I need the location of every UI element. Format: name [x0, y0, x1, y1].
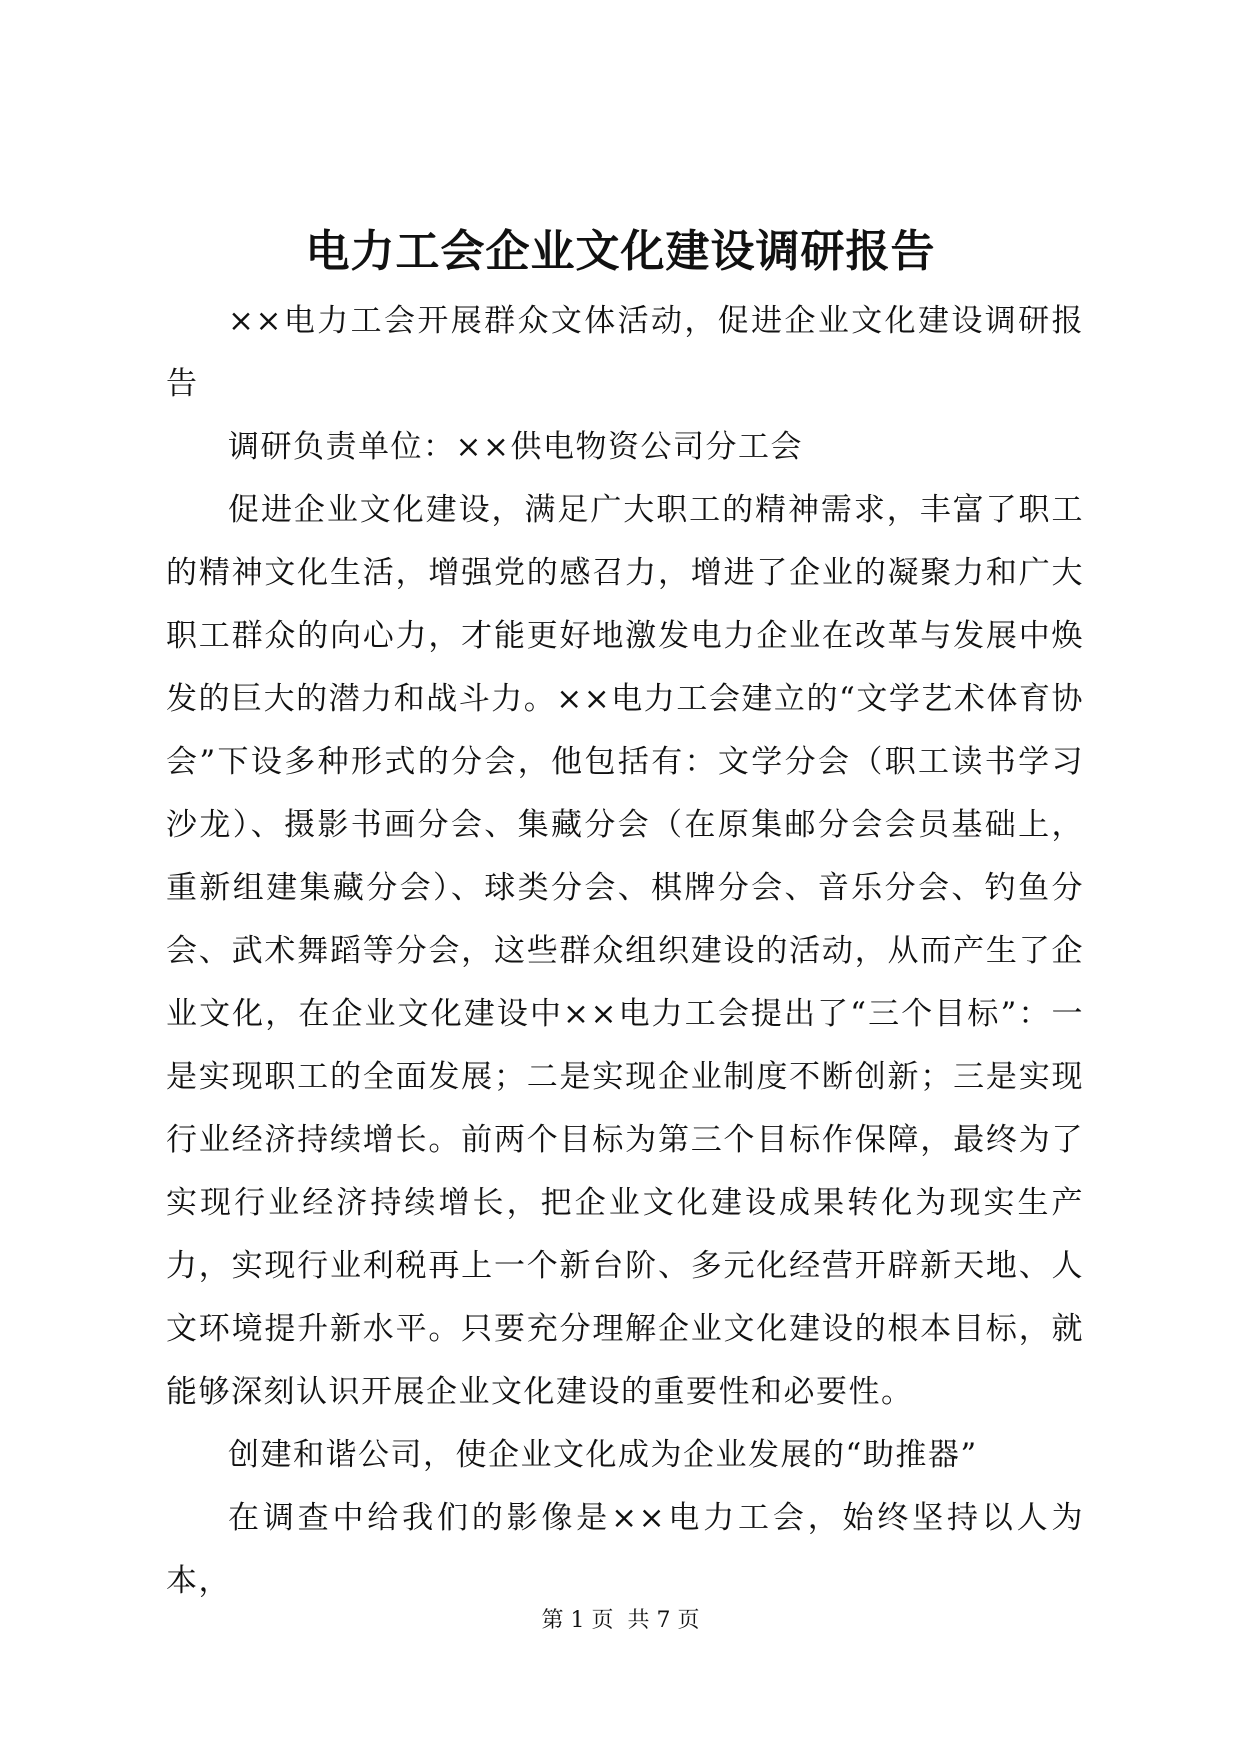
- paragraph-main-body: 促进企业文化建设，满足广大职工的精神需求，丰富了职工的精神文化生活，增强党的感召力，增进了企业的凝聚力和广大职工群众的向心力，才能更好地激发电力企业在改革与发展中焕发的巨大的潜力和战斗力。××电力工会建立的“文学艺术体育协会”下设多种形式的分会，他包括有：文学分会（职工读书学习沙龙）、摄影书画分会、集藏分会（在原集邮分会会员基础上，重新组建集藏分会）、球类分会、棋牌分会、音乐分会、钓鱼分会、武术舞蹈等分会，这些群众组织建设的活动，从而产生了企业文化，在企业文化建设中××电力工会提出了“三个目标”：一是实现职工的全面发展；二是实现企业制度不断创新；三是实现行业经济持续增长。前两个目标为第三个目标作保障，最终为了实现行业经济持续增长，把企业文化建设成果转化为现实生产力，实现行业利税再上一个新台阶、多元化经营开辟新天地、人文环境提升新水平。只要充分理解企业文化建设的根本目标，就能够深刻认识开展企业文化建设的重要性和必要性。: [166, 492, 1084, 1410]
- page-total: 共 7 页: [627, 1608, 700, 1633]
- paragraph-subtitle: ××电力工会开展群众文体活动，促进企业文化建设调研报告: [166, 303, 1084, 402]
- document-body: [166, 290, 1084, 1613]
- page-number: 第 1 页: [541, 1608, 614, 1633]
- paragraph-section-heading: 创建和谐公司，使企业文化成为企业发展的“助推器”: [228, 1437, 978, 1473]
- page-footer: [0, 1606, 1241, 1636]
- paragraph-responsible-unit: 调研负责单位：××供电物资公司分工会: [228, 429, 803, 465]
- document-title: 电力工会企业文化建设调研报告: [305, 226, 936, 277]
- paragraph-continuation: 在调查中给我们的影像是××电力工会，始终坚持以人为本，: [166, 1500, 1084, 1599]
